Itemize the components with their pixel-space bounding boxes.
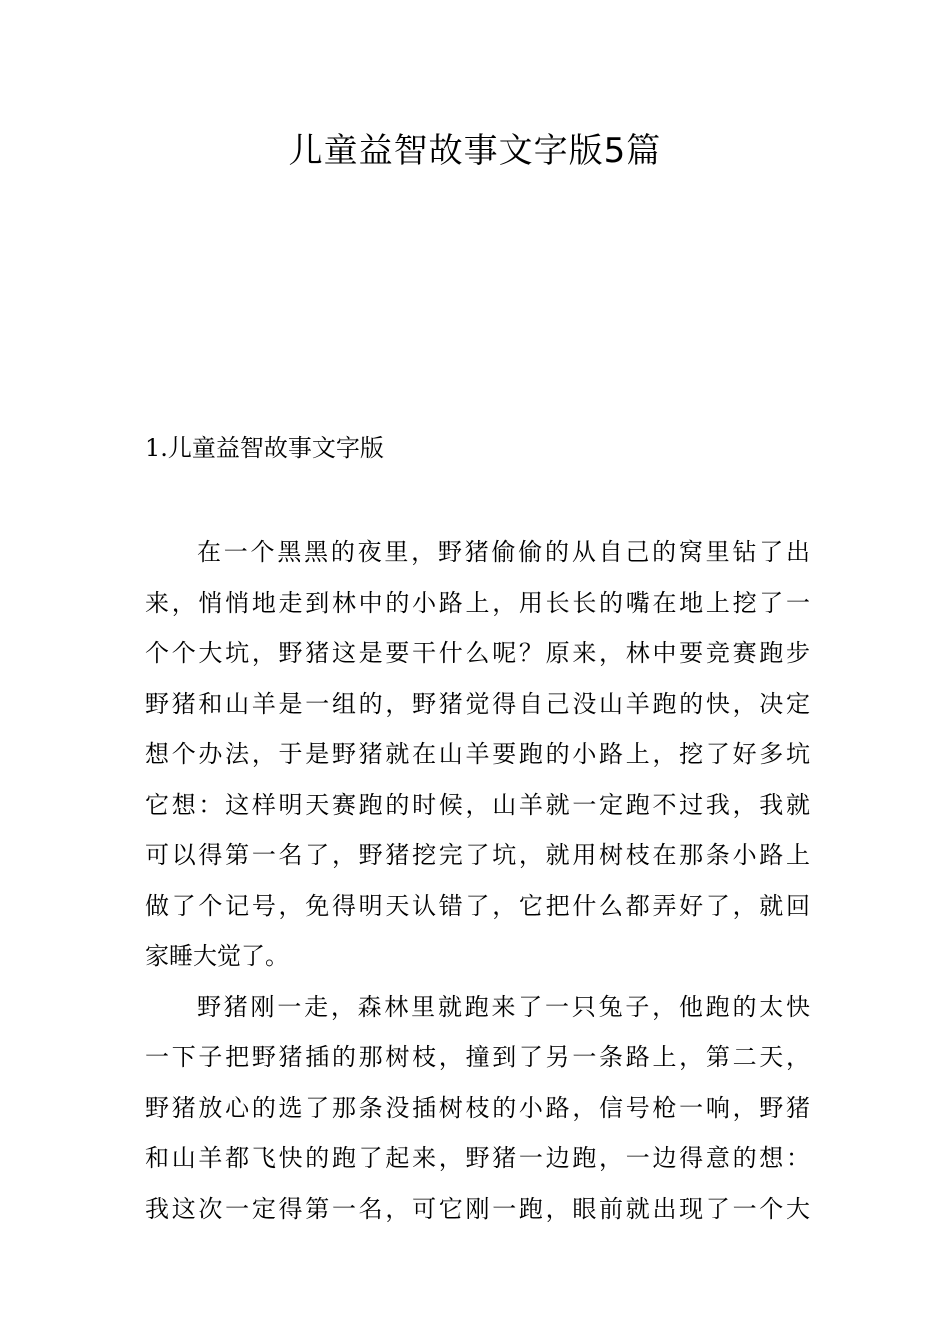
document-title: 儿童益智故事文字版5篇	[288, 131, 662, 171]
paragraph-line: 它想：这样明天赛跑的时候，山羊就一定跑不过我，我就	[145, 790, 810, 819]
paragraph-line: 我这次一定得第一名，可它刚一跑，眼前就出现了一个大	[145, 1194, 810, 1223]
paragraph-line: 做了个记号，免得明天认错了，它把什么都弄好了，就回	[145, 891, 810, 920]
paragraph-line: 野猪刚一走，森林里就跑来了一只兔子，他跑的太快	[197, 992, 810, 1021]
paragraph-line: 在一个黑黑的夜里，野猪偷偷的从自己的窝里钻了出	[197, 538, 810, 566]
section-heading: 1.儿童益智故事文字版	[145, 434, 384, 462]
paragraph-line: 个个大坑，野猪这是要干什么呢？原来，林中要竞赛跑步	[145, 639, 810, 667]
paragraph-line: 一下子把野猪插的那树枝，撞到了另一条路上，第二天，	[145, 1043, 810, 1071]
paragraph-line: 家睡大觉了。	[145, 942, 289, 970]
paragraph-line: 野猪放心的选了那条没插树枝的小路，信号枪一响，野猪	[145, 1093, 810, 1122]
story-body	[145, 527, 810, 1234]
paragraph-line: 野猪和山羊是一组的，野猪觉得自己没山羊跑的快，决定	[145, 689, 810, 718]
paragraph-line: 可以得第一名了，野猪挖完了坑，就用树枝在那条小路上	[145, 841, 810, 869]
paragraph-line: 来，悄悄地走到林中的小路上，用长长的嘴在地上挖了一	[145, 588, 810, 617]
paragraph-line: 想个办法，于是野猪就在山羊要跑的小路上，挖了好多坑	[145, 740, 810, 768]
paragraph-line: 和山羊都飞快的跑了起来，野猪一边跑，一边得意的想：	[145, 1144, 810, 1172]
